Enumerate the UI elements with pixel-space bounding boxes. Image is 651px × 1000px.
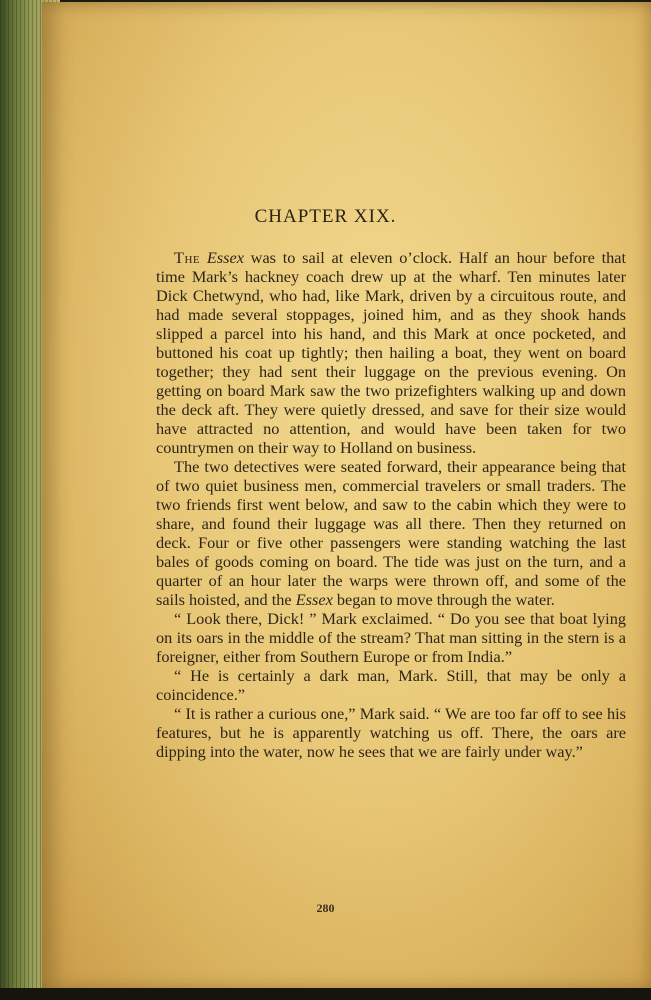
chapter-heading: CHAPTER XIX. xyxy=(254,206,397,227)
body-text xyxy=(156,248,626,761)
paragraph: “ It is rather a curious one,” Mark said. “ We are too far off to see his features, but he is apparently watching us off. There, the oars are dipping into the water, now he sees that we are fairly under way.” xyxy=(156,704,626,761)
page-number: 280 xyxy=(316,901,335,915)
ship-name: Essex xyxy=(295,590,333,609)
paragraph: The Essex was to sail at eleven o’clock. Half an hour before that time Mark’s hackney coach drew up at the wharf. Ten minutes later Dick Chetwynd, who had, like Mark, driven by a circuitous route, and had made several stoppages, joined him, and as they shook hands slipped a parcel into his hand, and this Mark at once pocketed, and buttoned his coat up tightly; then hailing a boat, they went on board together; they had sent their luggage on the previous evening. On getting on board Mark saw the two prizefighters walking up and down the deck aft. They were quietly dressed, and save for their size would have attracted no attention, and would have been taken for two countrymen on their way to Holland on business. xyxy=(156,248,626,457)
ship-name: Essex xyxy=(206,248,244,267)
paragraph: “ He is certainly a dark man, Mark. Still, that may be only a coincidence.” xyxy=(156,666,626,704)
lead-word: The xyxy=(174,248,201,267)
paragraph: “ Look there, Dick! ” Mark exclaimed. “ Do you see that boat lying on its oars in the middle of the stream? That man sitting in the stern is a foreigner, either from Southern Europe or from India.” xyxy=(156,609,626,666)
paragraph: The two detectives were seated forward, their appearance being that of two quiet business men, commercial travelers or small traders. The two friends first went below, and saw to the cabin which they were to share, and found their luggage was all there. Then they returned on deck. Four or five other passengers were standing watching the last bales of goods coming on board. The tide was just on the turn, and a quarter of an hour later the warps were thrown off, and some of the sails hoisted, and the Essex began to move through the water. xyxy=(156,457,626,609)
bottom-edge xyxy=(0,988,651,1000)
